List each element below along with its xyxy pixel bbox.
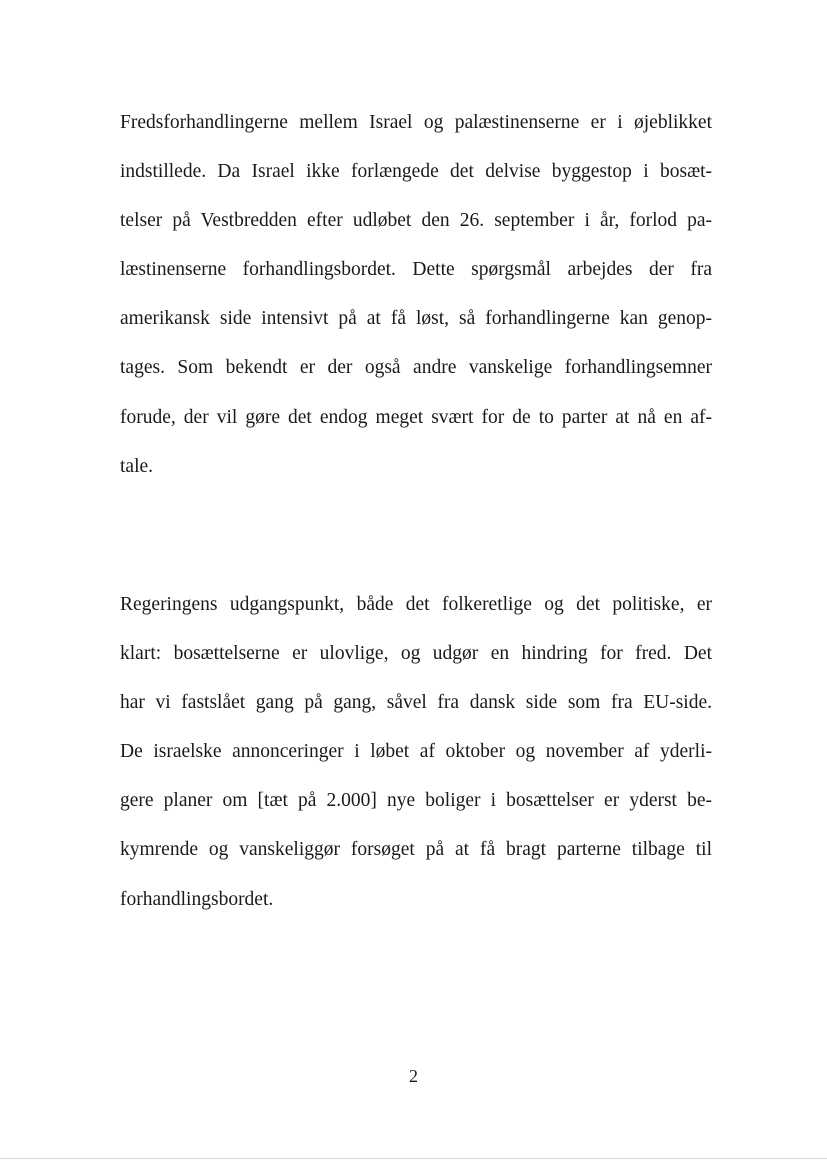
text-line: har vi fastslået gang på gang, såvel fra dansk side som fra EU-side.: [120, 692, 712, 714]
text-line: forude, der vil gøre det endog meget svært for de to parter at nå en af-: [120, 406, 712, 428]
text-line: gere planer om [tæt på 2.000] nye boliger i bosættelser er yderst be-: [120, 790, 712, 812]
text-line: amerikansk side intensivt på at få løst, så forhandlingerne kan genop-: [120, 308, 712, 330]
text-line: De israelske annonceringer i løbet af oktober og november af yderli-: [120, 741, 712, 763]
paragraph-1: [120, 98, 712, 491]
text-line: indstillede. Da Israel ikke forlængede det delvise byggestop i bosæt-: [120, 161, 712, 183]
page-number: 2: [409, 1066, 418, 1086]
text-line: telser på Vestbredden efter udløbet den 26. september i år, forlod pa-: [120, 210, 712, 232]
page-bottom-edge: [0, 1158, 827, 1159]
text-line: tages. Som bekendt er der også andre vanskelige forhandlingsemner: [120, 357, 712, 379]
text-line: læstinenserne forhandlingsbordet. Dette spørgsmål arbejdes der fra: [120, 259, 712, 281]
text-line: kymrende og vanskeliggør forsøget på at få bragt parterne tilbage til: [120, 839, 712, 861]
text-line: forhandlingsbordet.: [120, 888, 274, 910]
paragraph-2: [120, 580, 712, 924]
text-line: Regeringens udgangspunkt, både det folkeretlige og det politiske, er: [120, 594, 712, 615]
text-line: klart: bosættelserne er ulovlige, og udgør en hindring for fred. Det: [120, 643, 712, 665]
text-line: tale.: [120, 455, 154, 477]
text-line: Fredsforhandlingerne mellem Israel og palæstinenserne er i øjeblikket: [120, 112, 712, 133]
